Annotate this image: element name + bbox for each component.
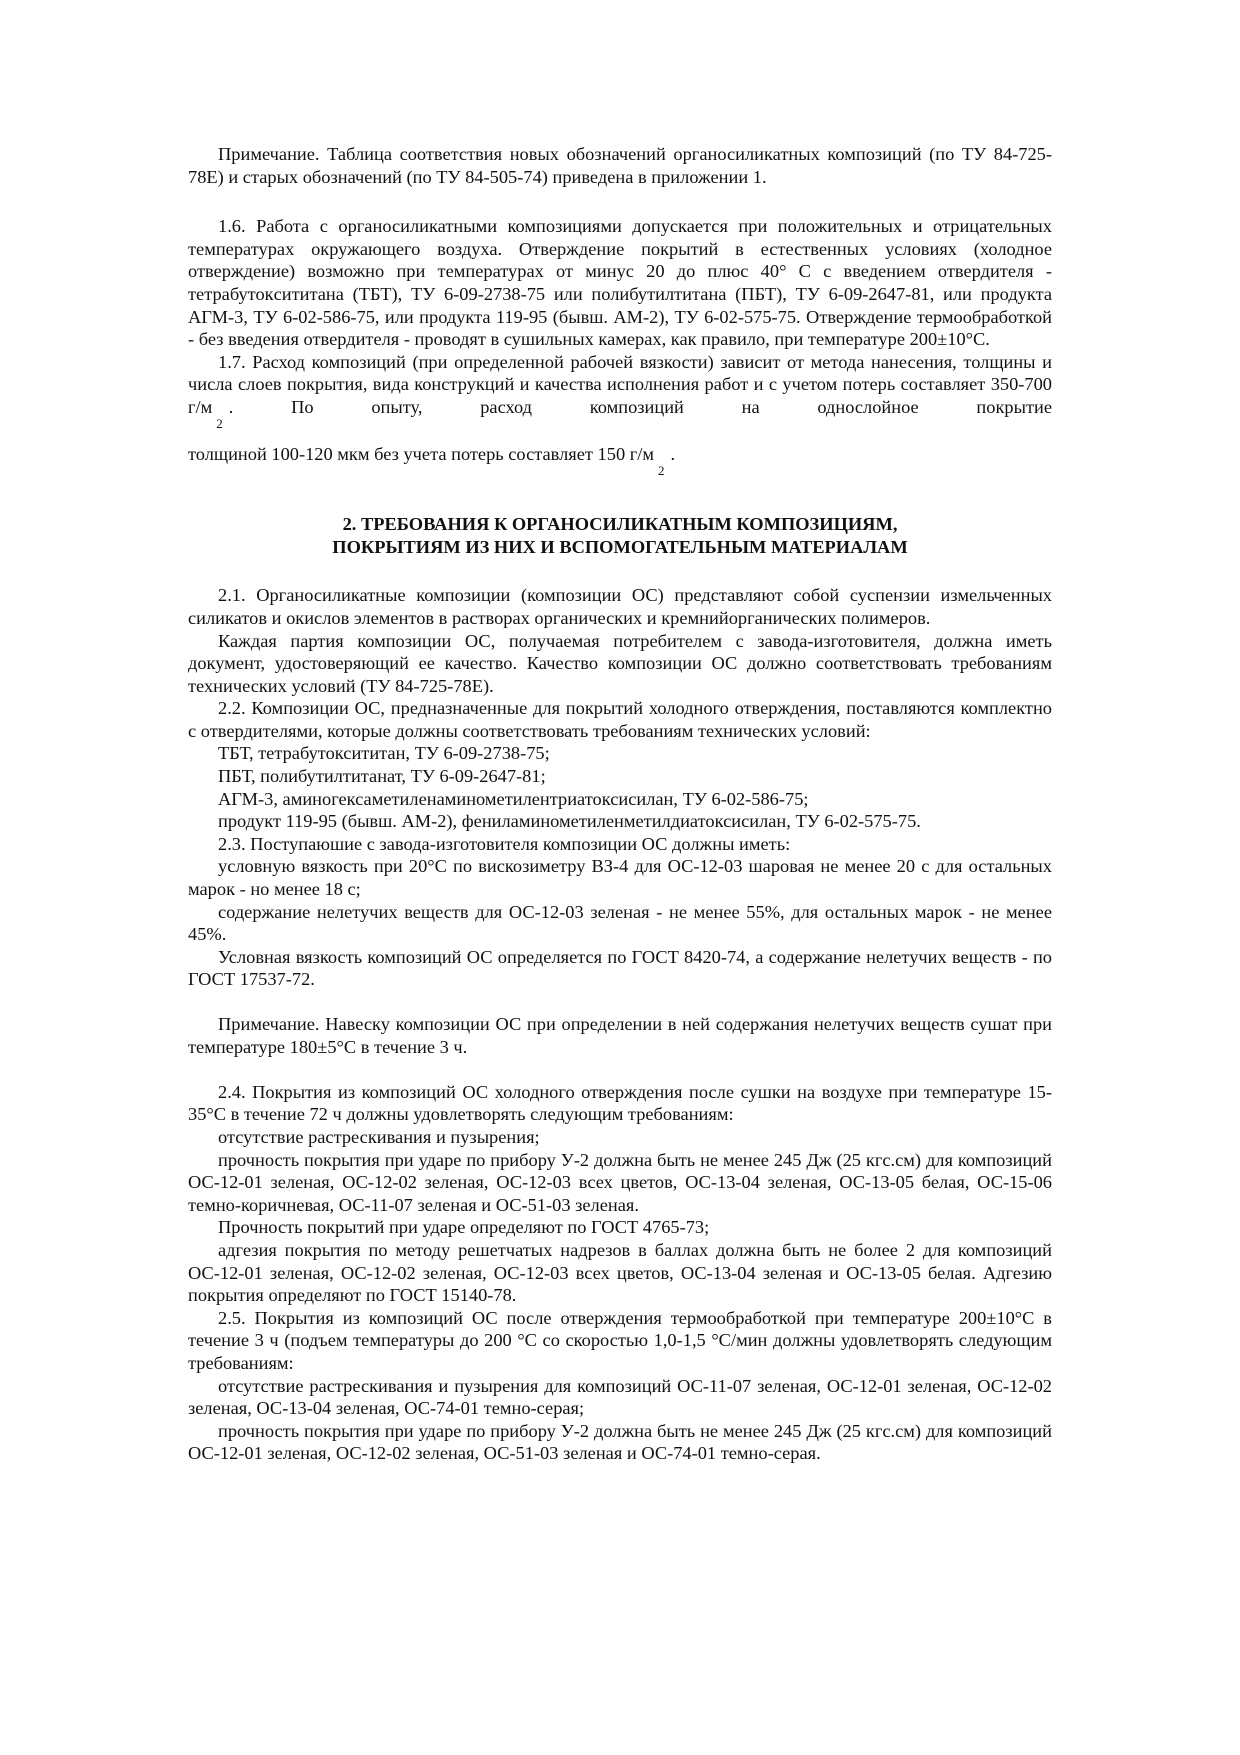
section-2-part-b: [188, 1081, 1052, 1465]
paragraph: Каждая партия композиции ОС, получаемая потребителем с завода-изготовителя, должна иметь документ, удостоверяющий ее качество. Качество композиции ОС должно соответствовать требованиям технических условий (ТУ 84-725-78Е).: [188, 630, 1052, 696]
paragraph-1-7: [188, 351, 1052, 431]
paragraph: Прочность покрытий при ударе определяют по ГОСТ 4765-73;: [218, 1217, 710, 1238]
note-paragraph: Примечание. Таблица соответствия новых обозначений органосиликатных композиций (по ТУ 84-725-78Е) и старых обозначений (по ТУ 84-505-74) приведена в приложении 1.: [188, 144, 1052, 187]
note-paragraph: Примечание. Навеску композиции ОС при определении в ней содержания нелетучих веществ сушат при температуре 180±5°С в течение 3 ч.: [188, 1014, 1052, 1057]
paragraph-1-7-continued: [188, 443, 1052, 478]
paragraph: 2.5. Покрытия из композиций ОС после отверждения термообработкой при температуре 200±10°С в течение 3 ч (подъем температуры до 200 °С со скоростью 1,0-1,5 °С/мин должны удовлетворять следующим требованиям:: [188, 1307, 1052, 1373]
list-item: продукт 119-95 (бывш. АМ-2), фениламинометиленметилдиатоксисилан, ТУ 6-02-575-75.: [218, 811, 921, 832]
paragraph: условную вязкость при 20°С по вискозиметру ВЗ-4 для ОС-12-03 шаровая не менее 20 с для остальных марок - но менее 18 с;: [188, 856, 1052, 900]
paragraph-1-6: 1.6. Работа с органосиликатными композициями допускается при положительных и отрицательных температурах окружающего воздуха. Отверждение покрытий в естественных условиях (холодное отверждение) возможно при температурах от минус 20 до плюс 40° С с введением отвердителя - тетрабутокcититана (ТБТ), ТУ 6-09-2738-75 или полибутилтитана (ПБТ), ТУ 6-09-2647-81, или продукта АГМ-3, ТУ 6-02-586-75, или продукта 119-95 (бывш. АМ-2), ТУ 6-02-575-75. Отверждение термообработкой - без введения отвердителя - проводят в сушильных камерах, как правило, при температуре 200±10°С.: [188, 216, 1052, 350]
paragraph: 2.2. Композиции ОС, предназначенные для покрытий холодного отверждения, поставляются комплектно с отвердителями, которые должны соответствовать требованиям технических условий:: [188, 698, 1052, 741]
paragraph: адгезия покрытия по методу решетчатых надрезов в баллах должна быть не более 2 для композиций ОС-12-01 зеленая, ОС-12-02 зеленая, ОС-12-03 всех цветов, ОС-13-04 зеленая и ОС-13-05 белая. Адгезию покрытия определяют по ГОСТ 15140-78.: [188, 1239, 1052, 1306]
paragraph: содержание нелетучих веществ для ОС-12-03 зеленая - не менее 55%, для остальных марок - не менее 45%.: [188, 901, 1052, 945]
paragraph: отсутствие растрескивания и пузырения для композиций ОС-11-07 зеленая, ОС-12-01 зеленая, ОС-12-02 зеленая, ОС-13-04 зеленая, ОС-74-01 темно-серая;: [188, 1375, 1052, 1419]
list-item: АГМ-3, аминогексаметиленаминометилентриатоксисилан, ТУ 6-02-586-75;: [218, 788, 809, 809]
subscript: 2: [658, 462, 665, 478]
paragraph: Условная вязкость композиций ОС определяется по ГОСТ 8420-74, а содержание нелетучих веществ - по ГОСТ 17537-72.: [188, 946, 1052, 990]
heading-line: ПОКРЫТИЯМ ИЗ НИХ И ВСПОМОГАТЕЛЬНЫМ МАТЕРИАЛАМ: [332, 536, 908, 557]
paragraph: прочность покрытия при ударе по прибору У-2 должна быть не менее 245 Дж (25 кгс.см) для композиций ОС-12-01 зеленая, ОС-12-02 зеленая, ОС-51-03 зеленая и ОС-74-01 темно-серая.: [188, 1420, 1052, 1464]
list-item: ПБТ, полибутилтитанат, ТУ 6-09-2647-81;: [218, 766, 546, 787]
paragraph-text: . По опыту, расход композиций на однослойное покрытие: [228, 396, 1052, 417]
document-page: [188, 143, 1052, 1465]
paragraph: 2.1. Органосиликатные композиции (композиции ОС) представляют собой суспензии измельченных силикатов и окислов элементов в растворах органических и кремнийорганических полимеров.: [188, 585, 1052, 628]
paragraph: отсутствие растрескивания и пузырения;: [218, 1126, 540, 1147]
list-item: ТБТ, тетрабутоксититан, ТУ 6-09-2738-75;: [218, 743, 550, 764]
paragraph: 2.4. Покрытия из композиций ОС холодного отверждения после сушки на воздухе при температуре 15-35°С в течение 72 ч должны удовлетворять следующим требованиям:: [188, 1081, 1052, 1125]
paragraph-text: .: [670, 443, 676, 464]
heading-line: 2. ТРЕБОВАНИЯ К ОРГАНОСИЛИКАТНЫМ КОМПОЗИЦИЯМ,: [342, 514, 898, 535]
paragraph-text: толщиной 100-120 мкм без учета потерь составляет 150 г/м: [188, 443, 655, 464]
section-heading: [188, 513, 1052, 558]
paragraph: 2.3. Поступаюшие с завода-изготовителя композиции ОС должны иметь:: [218, 833, 791, 854]
subscript: 2: [216, 415, 223, 431]
section-2-part-a: [188, 584, 1052, 991]
paragraph-text: 1.7. Расход композиций (при определенной рабочей вязкости) зависит от метода нанесения, толщины и числа слоев покрытия, вида конструкций и качества исполнения работ и с учетом потерь составляет 350-700 г/м: [188, 351, 1052, 417]
paragraph: прочность покрытия при ударе по прибору У-2 должна быть не менее 245 Дж (25 кгс.см) для композиций ОС-12-01 зеленая, ОС-12-02 зеленая, ОС-12-03 всех цветов, ОС-13-04 зеленая, ОС-13-05 белая, ОС-15-06 темно-коричневая, ОС-11-07 зеленая и ОС-51-03 зеленая.: [188, 1149, 1052, 1215]
